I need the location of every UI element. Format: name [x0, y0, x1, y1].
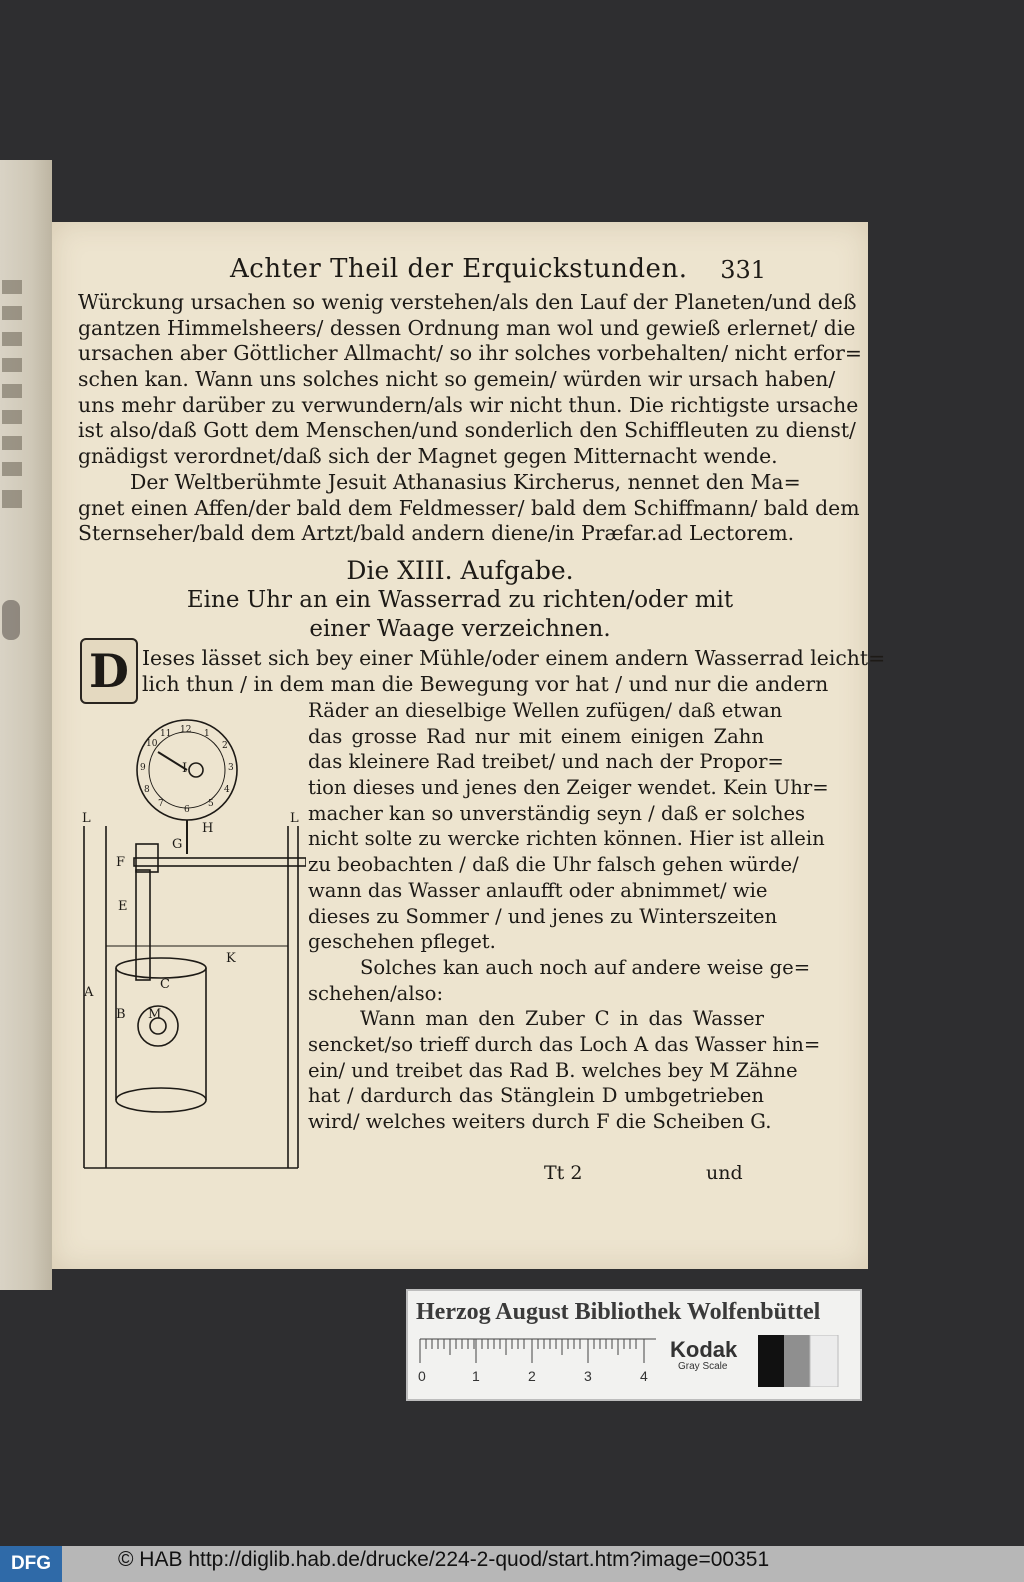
centimeter-ruler — [418, 1337, 658, 1385]
edge-fragment — [2, 462, 22, 476]
ruler-tick-label: 4 — [640, 1368, 648, 1384]
section-title-line: einer Waage verzeichnen. — [309, 616, 611, 642]
text-line: schen kan. Wann uns solches nicht so gemein/ würden wir ursach haben/ — [78, 367, 836, 392]
edge-fragment — [2, 410, 22, 424]
edge-fragment — [2, 490, 22, 508]
text-line: das kleinere Rad treibet/ und nach der Propor= — [308, 750, 784, 774]
section-title-line: Eine Uhr an ein Wasserrad zu richten/oder mit — [186, 587, 734, 613]
water-clock-illustration — [76, 706, 306, 1176]
catchline — [52, 1162, 868, 1188]
edge-fragment — [2, 332, 22, 346]
ruler-tick-label: 2 — [528, 1368, 536, 1384]
signature-mark: Tt 2 — [544, 1162, 583, 1184]
ruler-tick-label: 0 — [418, 1368, 426, 1384]
drop-capital: D — [80, 638, 138, 704]
text-line: lich thun / in dem man die Bewegung vor hat / und nur die andern — [142, 671, 829, 696]
figure-label: C — [160, 977, 170, 992]
figure-label: E — [118, 899, 128, 914]
running-head-title: Achter Theil der Erquickstunden. — [230, 254, 688, 284]
clock-rosette — [189, 763, 203, 777]
text-line: hat / dardurch das Stänglein D umbgetrieben — [308, 1084, 764, 1108]
section-heading — [52, 556, 868, 644]
institution-name: Herzog August Bibliothek Wolfenbüttel — [416, 1299, 821, 1325]
text-column — [308, 698, 829, 1135]
text-line: Solches kan auch noch auf andere weise ge= — [360, 955, 811, 979]
clock-numeral: 12 — [180, 725, 192, 735]
text-line: dieses zu Sommer / und jenes zu Winterszeiten — [308, 904, 778, 928]
clock-numeral: 9 — [140, 763, 146, 773]
clock-numeral: 3 — [228, 763, 234, 773]
text-line: das grosse Rad nur mit einem einigen Zahn — [308, 724, 764, 748]
figure-label: F — [116, 855, 126, 870]
text-line: Räder an dieselbige Wellen zufügen/ daß etwan — [308, 699, 783, 722]
text-line: ein/ und treibet das Rad B. welches bey M Zähne — [308, 1058, 798, 1082]
gray-patch-white — [810, 1335, 838, 1387]
clock-numeral: 4 — [224, 785, 230, 795]
vessel-base — [116, 1088, 206, 1112]
gray-scale-patches — [758, 1335, 840, 1387]
edge-fragment — [2, 358, 22, 372]
text-line: macher kan so unverständig seyn / daß er solches — [308, 801, 806, 825]
clock-numeral: 2 — [222, 741, 228, 751]
vertical-rod — [136, 870, 150, 980]
text-line: schehen/also: — [308, 981, 444, 1005]
vessel-rim — [116, 958, 206, 978]
text-line: Wann man den Zuber C in das Wasser — [360, 1007, 764, 1031]
page-number: 331 — [720, 256, 766, 284]
clock-numeral: 5 — [208, 799, 214, 809]
gear-shaft — [134, 858, 306, 866]
gray-patch-black — [758, 1335, 784, 1387]
figure-label: H — [202, 821, 214, 836]
clock-numeral: 8 — [144, 785, 150, 795]
previous-page-edge — [0, 160, 52, 1290]
text-line: Ieses lässet sich bey einer Mühle/oder einem andern Wasserrad leicht= — [142, 646, 886, 670]
paragraph-magnet — [78, 290, 862, 470]
figure-label: L — [290, 811, 299, 826]
footer-bar — [0, 1546, 1024, 1582]
text-line: wann das Wasser anlaufft oder abnimmet/ wie — [308, 878, 768, 902]
clock-numeral: 10 — [146, 739, 158, 749]
text-line: nicht solte zu wercke richten können. Hier ist allein — [308, 827, 825, 851]
text-line: wird/ welches weiters durch F die Scheiben G. — [308, 1110, 772, 1133]
clock-numeral: 6 — [184, 805, 190, 815]
catchword: und — [706, 1162, 743, 1184]
section-number: Die XIII. Aufgabe. — [346, 556, 574, 585]
clock-numeral: 11 — [160, 729, 172, 739]
ruler-tick-label: 1 — [472, 1368, 480, 1384]
figure-label: G — [172, 837, 183, 852]
figure-label: A — [84, 985, 94, 1000]
clock-numeral: 1 — [204, 729, 210, 739]
edge-fragment — [2, 306, 22, 320]
book-page — [52, 222, 886, 1269]
text-line: ist also/daß Gott dem Menschen/und sonderlich den Schiffleuten zu dienst/ — [78, 418, 856, 443]
copyright-link[interactable]: © HAB http://diglib.hab.de/drucke/224-2-quod/start.htm?image=00351 — [118, 1548, 770, 1571]
text-line: geschehen pfleget. — [308, 930, 496, 954]
text-line: zu beobachten / daß die Uhr falsch gehen würde/ — [308, 853, 799, 877]
text-line: Sternseher/bald dem Artzt/bald andern diene/in Præfar.ad Lectorem. — [78, 521, 795, 546]
gray-patch-mid — [784, 1335, 810, 1387]
figure-label: B — [116, 1007, 126, 1022]
text-line: Der Weltberühmte Jesuit Athanasius Kircherus, nennet den Ma= — [130, 470, 801, 494]
edge-fragment — [2, 384, 22, 398]
gray-scale-caption: Gray Scale — [678, 1361, 728, 1372]
edge-ornament — [2, 600, 20, 640]
text-line: ursachen aber Göttlicher Allmacht/ so ihr solches vorbehalten/ nicht erfor= — [78, 341, 862, 366]
text-line: sencket/so trieff durch das Loch A das Wasser hin= — [308, 1032, 821, 1056]
figure-label: L — [82, 811, 91, 826]
clock-numeral: 7 — [158, 799, 164, 809]
dfg-logo: DFG — [0, 1546, 62, 1582]
library-label-card — [406, 1289, 862, 1401]
paragraph-lead — [142, 646, 886, 697]
figure-label: M — [148, 1007, 162, 1022]
edge-fragment — [2, 436, 22, 450]
running-head — [52, 254, 868, 290]
text-line: gnet einen Affen/der bald dem Feldmesser/ bald dem Schiffmann/ bald dem — [78, 495, 860, 520]
figure-label: K — [226, 951, 236, 966]
text-line: uns mehr darüber zu verwundern/als wir nicht thun. Die richtigste ursache — [78, 392, 859, 417]
text-line: tion dieses und jenes den Zeiger wendet. Kein Uhr= — [308, 776, 829, 800]
edge-fragment — [2, 280, 22, 294]
kodak-brand: Kodak — [670, 1337, 738, 1362]
text-line: gnädigst verordnet/daß sich der Magnet gegen Mitternacht wende. — [78, 444, 778, 469]
text-line: gantzen Himmelsheers/ dessen Ordnung man wol und gewieß erlernet/ die — [78, 315, 856, 340]
figure-label: I — [182, 761, 188, 776]
paragraph-kircherus — [78, 470, 860, 547]
ruler-tick-label: 3 — [584, 1368, 592, 1384]
text-line: Würckung ursachen so wenig verstehen/als den Lauf der Planeten/und deß — [78, 290, 857, 314]
